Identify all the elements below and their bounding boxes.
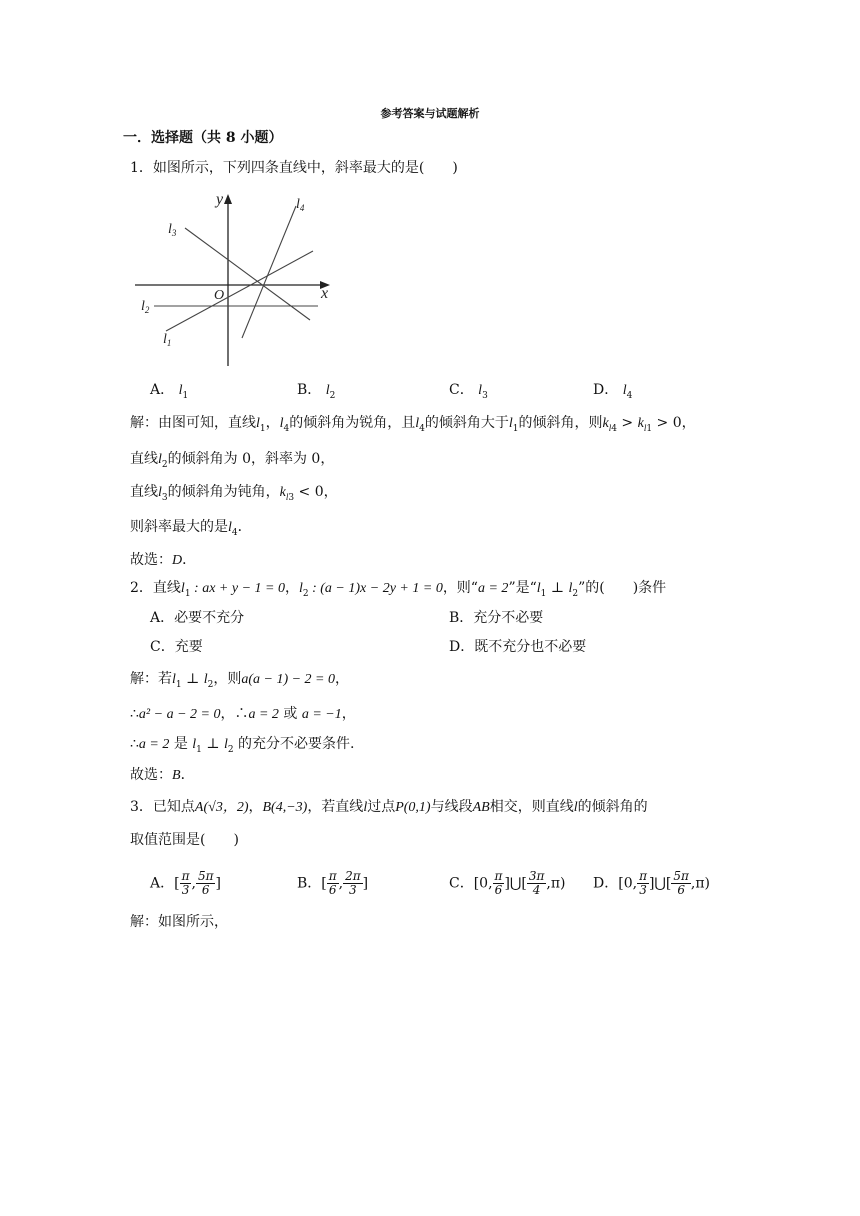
line-l1 xyxy=(166,251,313,331)
q2-option-a[interactable]: A．必要不充分 xyxy=(150,610,245,626)
q3-option-b[interactable]: B．[ $\frac{\pi}{6}$ , $\frac{2\pi}{3}$ ] xyxy=(297,869,369,897)
axis-x-label: x xyxy=(321,285,329,302)
q1-solution-line-1: 解：由图可知，直线$l_1$，$l_4$的倾斜角为锐角，且$l_4$的倾斜角大于$l_1$的倾斜角，则$k_{l4} > k_{l1} > 0$， xyxy=(130,415,696,434)
q1-solution-line-2: 直线$l_2$的倾斜角为 0，斜率为 0， xyxy=(130,451,335,470)
q3-solution-line-1: 解：如图所示， xyxy=(130,914,228,930)
axis-y-label: y xyxy=(216,191,224,208)
q2-option-b[interactable]: B．充分不必要 xyxy=(449,610,544,626)
q2-stem: 2．直线$l_1$ : ax + y − 1 = 0，$l_2$ : (a − 1)x − 2y + 1 = 0，则“a = 2”是“$l_1$ ⊥ $l_2$”的( )条件 xyxy=(130,580,667,599)
q1-option-d[interactable]: D． $l_4$ xyxy=(593,382,633,401)
q1-option-c[interactable]: C． $l_3$ xyxy=(449,382,488,401)
q1-answer: 故选：D． xyxy=(130,552,197,568)
q1-option-b[interactable]: B． $l_2$ xyxy=(297,382,336,401)
q3-option-c[interactable]: C．[0, $\frac{\pi}{6}$ ]⋃[ $\frac{3\pi}{4}$ ,π) xyxy=(449,869,566,897)
q2-solution-line-3: ∴a = 2 是 $l_1$ ⊥ $l_2$ 的充分不必要条件. xyxy=(130,736,355,755)
q3-option-d[interactable]: D．[0, $\frac{\pi}{3}$ ]⋃[ $\frac{5\pi}{6}$ ,π) xyxy=(593,869,711,897)
q2-option-c[interactable]: C．充要 xyxy=(150,639,203,655)
q3-stem-line-2: 取值范围是( ) xyxy=(130,832,239,848)
q1-solution-line-3: 直线$l_3$的倾斜角为钝角，$k_{l3} < 0$， xyxy=(130,484,338,503)
line-l4 xyxy=(242,206,296,338)
q3-stem-line-1: 3．已知点A(√3，2)，B(4,−3)，若直线l过点P(0,1)与线段AB相交，则直线l的倾斜角的 xyxy=(130,799,648,815)
label-l4: $l_4$ xyxy=(296,197,305,213)
label-l2: $l_2$ xyxy=(141,299,150,315)
y-axis-arrow xyxy=(224,194,232,204)
doc-title: 参考答案与试题解析 xyxy=(380,107,480,120)
q1-option-a[interactable]: A． $l_1$ xyxy=(150,382,189,401)
label-l1: $l_1$ xyxy=(163,332,172,348)
q1-solution-line-4: 则斜率最大的是$l_4$． xyxy=(130,519,252,538)
section-heading: 一．选择题（共 8 小题） xyxy=(123,130,283,146)
q3-option-a[interactable]: A．[ $\frac{\pi}{3}$ , $\frac{5\pi}{6}$ ] xyxy=(150,869,221,897)
q1-stem: 1．如图所示，下列四条直线中，斜率最大的是( ) xyxy=(130,160,458,176)
q2-option-d[interactable]: D．既不充分也不必要 xyxy=(449,639,587,655)
q2-answer: 故选：B． xyxy=(130,767,195,783)
q2-solution-line-1: 解：若$l_1$ ⊥ $l_2$，则a(a − 1) − 2 = 0， xyxy=(130,671,349,690)
label-l3: $l_3$ xyxy=(168,222,177,238)
q1-figure xyxy=(130,188,340,368)
origin-label: O xyxy=(214,288,225,303)
q2-solution-line-2: ∴a² − a − 2 = 0，∴a = 2 或 a = −1， xyxy=(130,706,356,722)
